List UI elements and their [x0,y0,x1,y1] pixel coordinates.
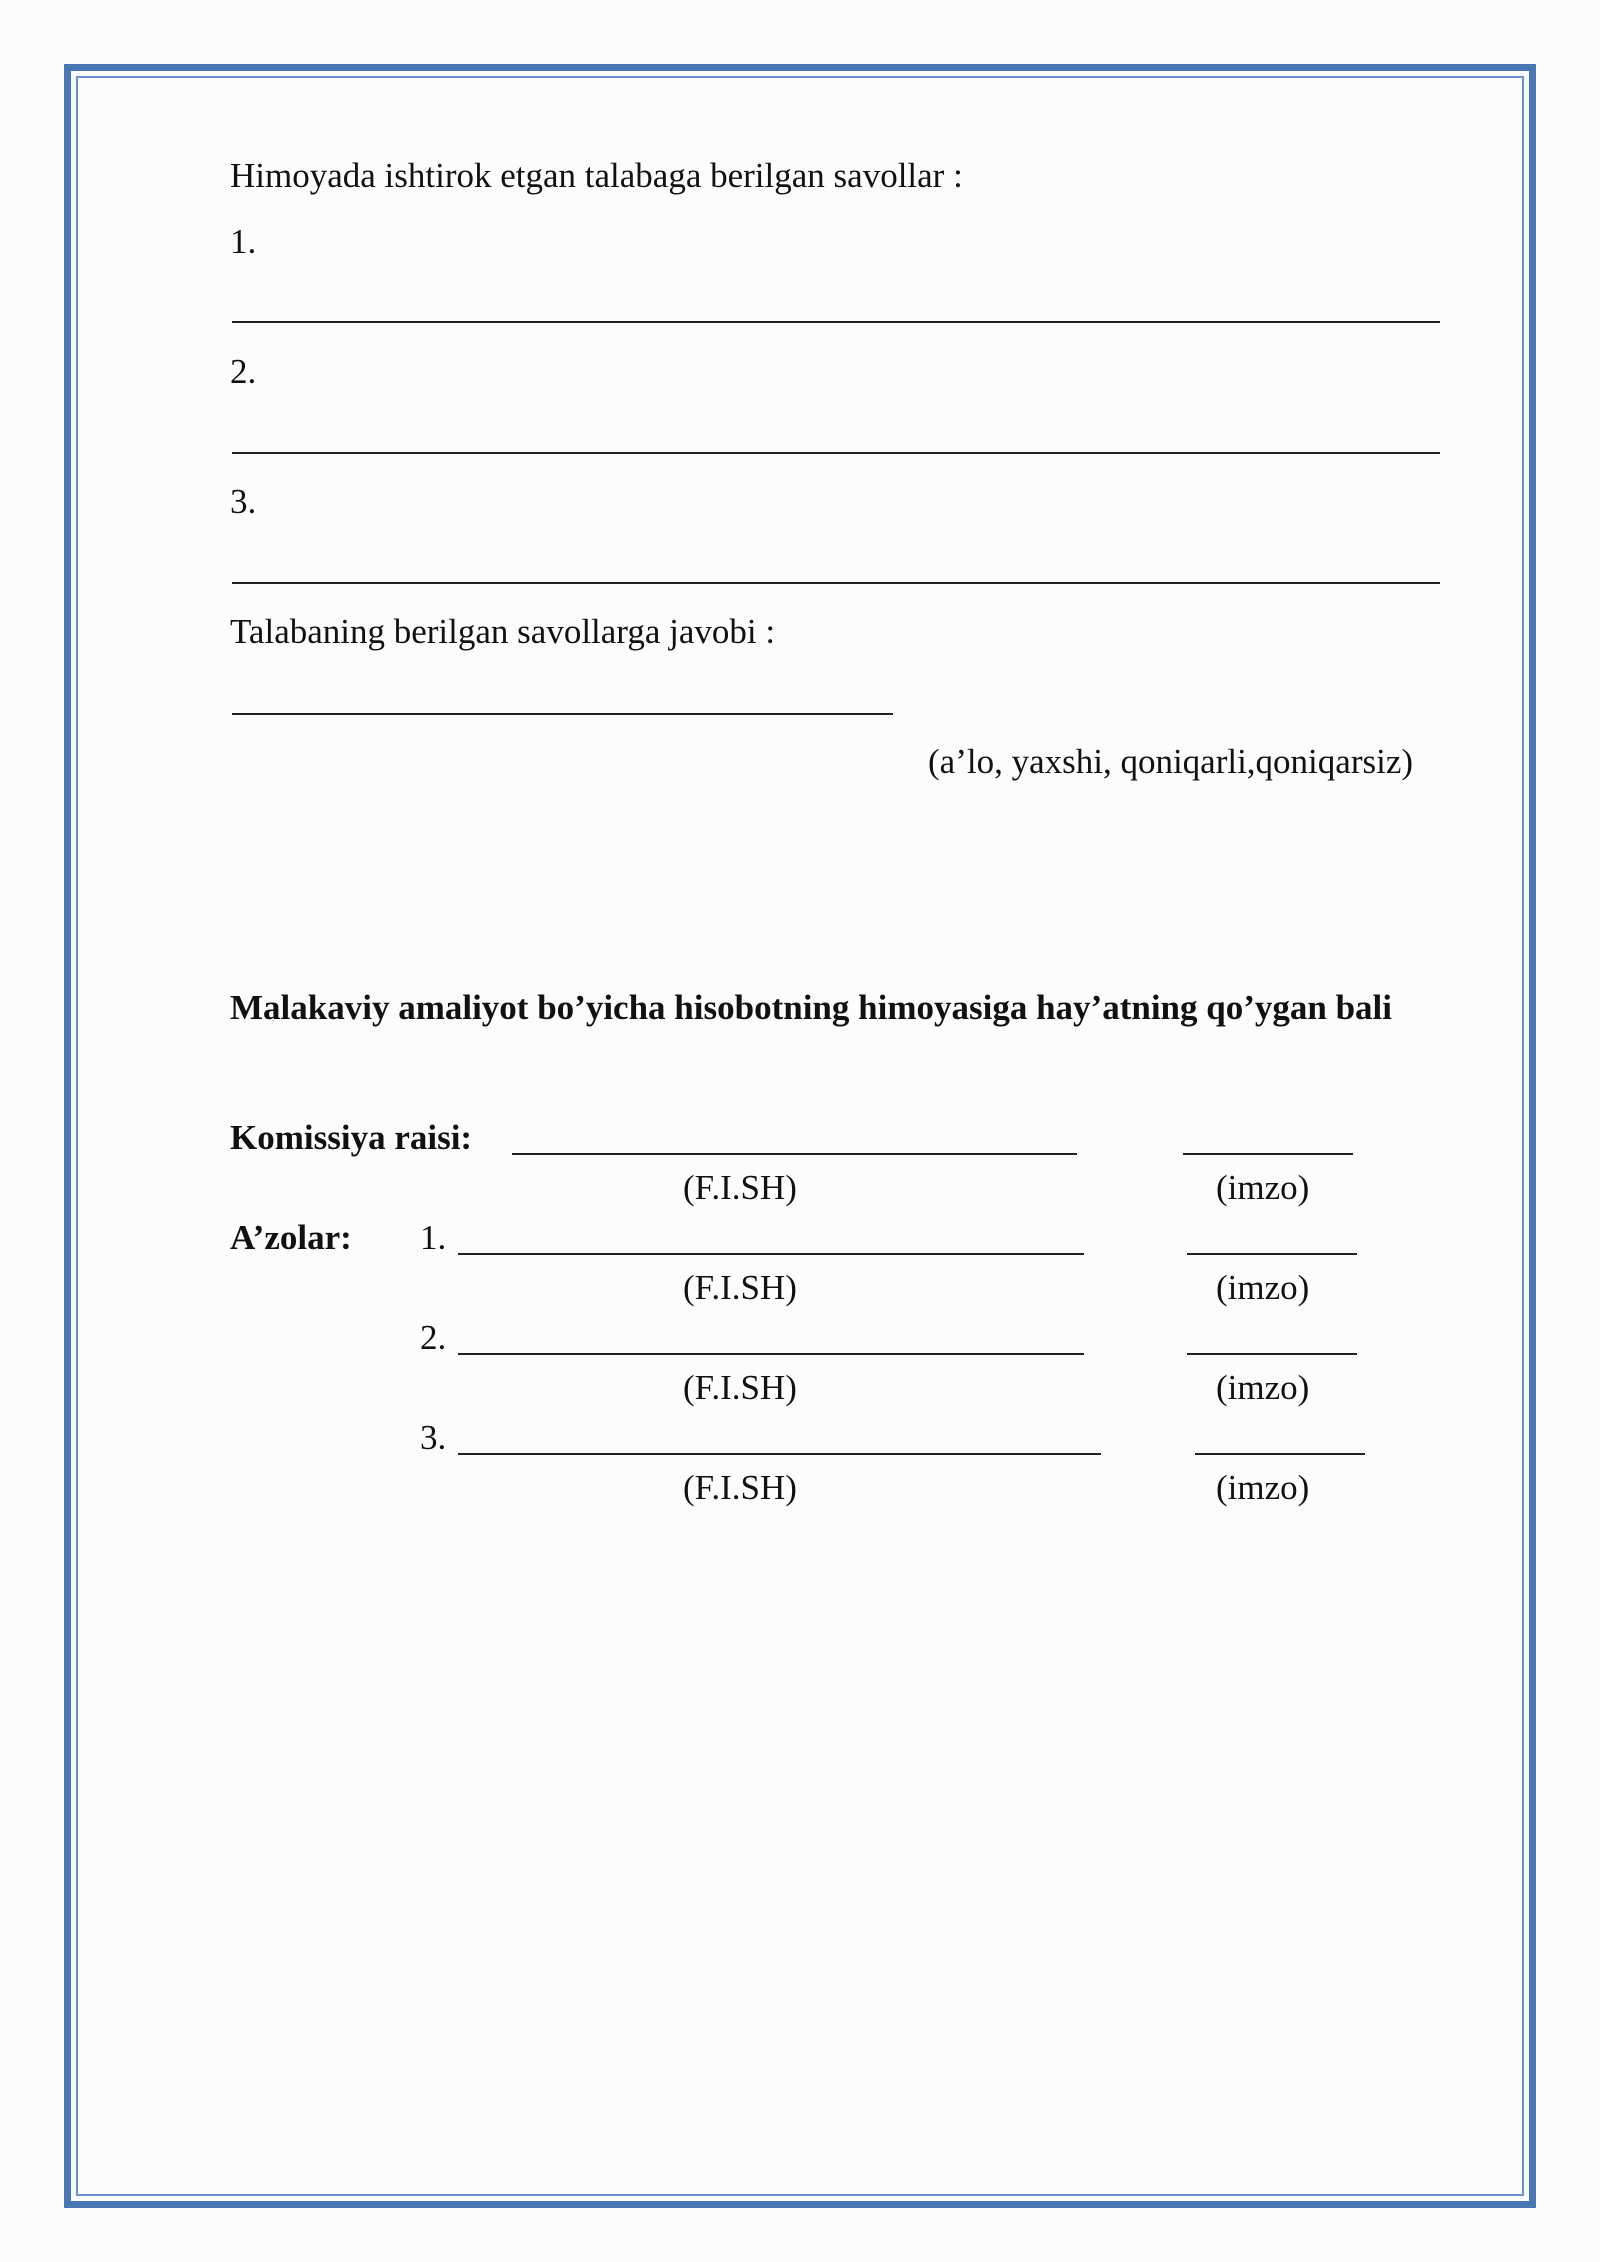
member-1-name-line [458,1253,1084,1255]
question-number-1: 1. [230,222,257,261]
answer-line [232,713,893,715]
chair-name-line [512,1153,1077,1155]
member-2-signature-line [1187,1353,1357,1355]
grade-options: (a’lo, yaxshi, qoniqarli,qoniqarsiz) [928,742,1414,781]
member-2-signature-caption: (imzo) [1216,1368,1310,1407]
member-1-signature-caption: (imzo) [1216,1268,1310,1307]
members-label: A’zolar: [230,1218,352,1257]
member-3-signature-line [1195,1453,1365,1455]
question-line-2 [232,452,1440,454]
answer-label: Talabaning berilgan savollarga javobi : [230,612,776,651]
member-1-name-caption: (F.I.SH) [683,1268,797,1307]
member-2-name-caption: (F.I.SH) [683,1368,797,1407]
member-3-signature-caption: (imzo) [1216,1468,1310,1507]
chair-label: Komissiya raisi: [230,1118,473,1157]
member-number-2: 2. [420,1318,447,1357]
questions-heading: Himoyada ishtirok etgan talabaga berilgan savollar : [230,156,963,195]
chair-name-caption: (F.I.SH) [683,1168,797,1207]
chair-signature-line [1183,1153,1353,1155]
member-1-signature-line [1187,1253,1357,1255]
question-line-3 [232,582,1440,584]
question-number-2: 2. [230,352,257,391]
member-number-1: 1. [420,1218,447,1257]
question-number-3: 3. [230,482,257,521]
member-2-name-line [458,1353,1084,1355]
member-number-3: 3. [420,1418,447,1457]
question-line-1 [232,321,1440,323]
chair-signature-caption: (imzo) [1216,1168,1310,1207]
member-3-name-caption: (F.I.SH) [683,1468,797,1507]
score-title: Malakaviy amaliyot bo’yicha hisobotning himoyasiga hay’atning qo’ygan bali [230,988,1393,1027]
member-3-name-line [458,1453,1101,1455]
